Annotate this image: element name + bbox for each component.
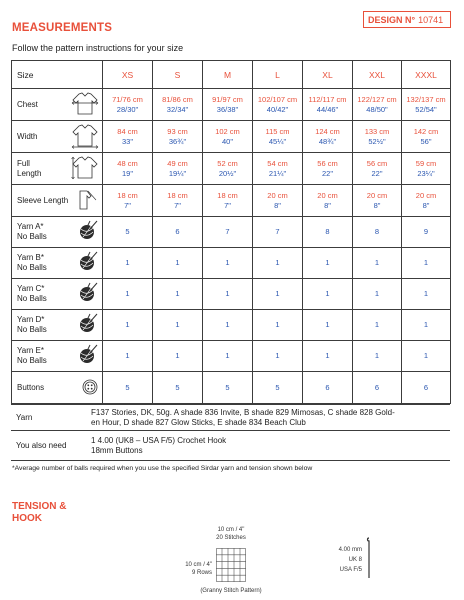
tension-swatch-grid-icon [216, 548, 246, 582]
row-label-text: Chest [17, 99, 38, 109]
count-value: 1 [125, 289, 130, 298]
imperial-value: 44/46" [316, 104, 339, 114]
metric-value: 142 cm [413, 126, 439, 136]
tension-height-measure: 10 cm / 4" [185, 562, 212, 568]
count-value: 1 [225, 320, 230, 329]
metric-value: 49 cm [167, 158, 188, 168]
table-cell [103, 248, 153, 279]
button-icon [81, 378, 99, 398]
yarn-ball-icon [77, 220, 99, 244]
count-value: 1 [275, 320, 280, 329]
count-value: 6 [423, 382, 429, 392]
table-cell [153, 248, 203, 279]
size-header: XL [303, 61, 353, 89]
count-value: 1 [374, 289, 380, 298]
table-cell [103, 372, 153, 404]
table-cell [402, 248, 451, 279]
hook-size-uk: UK 8 [348, 557, 362, 563]
count-value: 1 [374, 258, 380, 267]
imperial-value: 52/54" [415, 104, 437, 114]
imperial-value: 7" [224, 200, 231, 210]
row-label [12, 248, 103, 279]
table-cell [153, 310, 203, 341]
count-value: 1 [175, 320, 180, 329]
table-cell [203, 248, 253, 279]
count-value: 6 [325, 382, 330, 392]
metric-value: 122/127 cm [357, 94, 397, 104]
count-value: 6 [175, 227, 180, 236]
count-value: 1 [325, 289, 330, 298]
metric-value: 71/76 cm [112, 94, 143, 104]
hook-requirement: 1 4.00 (UK8 – USA F/5) Crochet Hook [91, 435, 227, 445]
count-value: 1 [423, 351, 429, 360]
table-row [12, 279, 451, 310]
metric-value: 20 cm [267, 190, 288, 200]
sleeve-measure-icon [77, 188, 99, 214]
table-cell [153, 185, 203, 217]
metric-value: 81/86 cm [162, 94, 193, 104]
metric-value: 59 cm [415, 158, 437, 168]
row-label-text: Sleeve Length [17, 195, 69, 205]
table-cell [203, 153, 253, 185]
table-cell [353, 217, 402, 248]
metric-value: 84 cm [117, 126, 138, 136]
row-label [12, 185, 103, 217]
table-cell [253, 248, 303, 279]
count-value: 1 [423, 258, 429, 267]
size-header: XXXL [402, 61, 451, 89]
table-cell [402, 341, 451, 372]
metric-value: 115 cm [265, 126, 290, 136]
imperial-value: 19¼" [168, 168, 187, 178]
imperial-value: 8" [274, 200, 281, 210]
count-value: 1 [275, 351, 280, 360]
imperial-value: 7" [174, 200, 181, 210]
table-cell [203, 279, 253, 310]
yarn-description [89, 405, 450, 431]
length-measure-icon [71, 155, 99, 183]
metric-value: 18 cm [217, 190, 238, 200]
count-value: 7 [225, 227, 230, 236]
table-cell [353, 89, 402, 121]
metric-value: 52 cm [217, 158, 238, 168]
metric-value: 133 cm [364, 126, 390, 136]
count-value: 1 [423, 320, 429, 329]
size-header: XXL [353, 61, 402, 89]
row-label-text: No Balls [17, 325, 47, 334]
table-cell [153, 372, 203, 404]
row-label-text: Yarn E* [17, 346, 44, 355]
count-value: 1 [325, 258, 330, 267]
table-cell [253, 341, 303, 372]
size-header: XS [103, 61, 153, 89]
table-cell [353, 372, 402, 404]
count-value: 7 [275, 227, 280, 236]
footnote: *Average number of balls required when you use the specified Sirdar yarn and tension shown below [12, 465, 313, 472]
table-cell [153, 121, 203, 153]
metric-value: 102 cm [215, 126, 240, 136]
hook-size-mm: 4.00 mm [338, 547, 362, 553]
metric-value: 18 cm [117, 190, 138, 200]
table-cell [303, 185, 353, 217]
row-label [12, 310, 103, 341]
design-label: DESIGN N° [368, 14, 416, 25]
count-value: 1 [275, 258, 280, 267]
table-row [12, 153, 451, 185]
table-cell [402, 217, 451, 248]
count-value: 1 [125, 258, 130, 267]
table-cell [203, 217, 253, 248]
table-cell [203, 341, 253, 372]
count-value: 5 [175, 382, 180, 392]
table-cell [303, 153, 353, 185]
table-row [12, 185, 451, 217]
row-label-text: Width [17, 131, 38, 141]
count-value: 1 [374, 351, 380, 360]
imperial-value: 8" [373, 200, 381, 210]
table-cell [203, 185, 253, 217]
table-row [12, 121, 451, 153]
metric-value: 48 cm [117, 158, 138, 168]
table-cell [353, 310, 402, 341]
count-value: 1 [374, 320, 380, 329]
yarn-ball-icon [77, 313, 99, 337]
table-row [12, 341, 451, 372]
table-cell [153, 153, 203, 185]
table-cell [353, 121, 402, 153]
imperial-value: 48/50" [366, 104, 388, 114]
table-cell [402, 372, 451, 404]
count-value: 5 [125, 382, 130, 392]
table-cell [103, 217, 153, 248]
row-label [12, 217, 103, 248]
table-cell [303, 310, 353, 341]
metric-value: 112/117 cm [308, 94, 347, 104]
count-value: 1 [325, 320, 330, 329]
imperial-value: 7" [124, 200, 131, 210]
metric-value: 56 cm [317, 158, 338, 168]
table-cell [103, 185, 153, 217]
tension-rows: 9 Rows [191, 570, 212, 576]
metric-value: 20 cm [366, 190, 388, 200]
imperial-value: 28/30" [116, 104, 139, 114]
metric-value: 102/107 cm [257, 94, 298, 104]
metric-value: 124 cm [315, 126, 340, 136]
row-label [12, 153, 103, 185]
width-measure-icon [71, 123, 99, 151]
row-label-text: No Balls [17, 294, 47, 303]
yarn-ball-icon [77, 344, 99, 368]
design-number: 10741 [418, 14, 444, 25]
table-cell [303, 121, 353, 153]
table-cell [353, 153, 402, 185]
row-label [12, 372, 103, 404]
imperial-value: 8" [324, 200, 331, 210]
table-cell [203, 121, 253, 153]
table-cell [402, 89, 451, 121]
table-cell [153, 89, 203, 121]
table-cell [103, 153, 153, 185]
yarn-description-line: F137 Stories, DK, 50g. A shade 836 Invite, B shade 829 Mimosas, C shade 828 Gold- [91, 407, 395, 417]
swatch-caption: (Granny Stitch Pattern) [200, 588, 262, 594]
row-label [12, 121, 103, 153]
row-label-text: Full [17, 158, 30, 168]
count-value: 9 [423, 227, 429, 236]
imperial-value: 52½" [368, 136, 386, 146]
imperial-value: 40" [221, 136, 233, 146]
table-cell [303, 248, 353, 279]
table-cell [303, 217, 353, 248]
table-cell [253, 89, 303, 121]
count-value: 5 [225, 382, 230, 392]
count-value: 8 [325, 227, 330, 236]
imperial-value: 22" [371, 168, 383, 178]
metric-value: 54 cm [267, 158, 288, 168]
tension-title-line: HOOK [12, 513, 42, 524]
imperial-value: 36¾" [168, 136, 187, 146]
table-cell [103, 121, 153, 153]
yarn-description-line: en Hour, D shade 827 Glow Sticks, E shade 834 Beach Club [91, 417, 306, 427]
size-header-row [12, 61, 451, 89]
count-value: 1 [225, 351, 230, 360]
row-label [12, 279, 103, 310]
imperial-value: 48¾" [318, 136, 337, 146]
hook-size-us: USA F/5 [339, 567, 362, 573]
count-value: 1 [125, 320, 130, 329]
table-cell [203, 310, 253, 341]
metric-value: 132/137 cm [406, 94, 446, 104]
table-cell [303, 279, 353, 310]
instructions-subtitle: Follow the pattern instructions for your size [12, 43, 184, 53]
tension-title [12, 501, 66, 525]
measurements-table [11, 60, 451, 404]
crochet-hook-icon [365, 536, 373, 580]
imperial-value: 19" [121, 168, 133, 178]
row-label [12, 89, 103, 121]
row-label [12, 341, 103, 372]
imperial-value: 32/34" [166, 104, 189, 114]
table-cell [253, 310, 303, 341]
table-row [12, 372, 451, 404]
size-header: L [253, 61, 303, 89]
table-row [12, 248, 451, 279]
table-cell [203, 89, 253, 121]
button-requirement: 18mm Buttons [91, 445, 143, 455]
metric-value: 20 cm [317, 190, 338, 200]
table-cell [103, 279, 153, 310]
row-label-text: Yarn A* [17, 222, 44, 231]
count-value: 5 [275, 382, 280, 392]
count-value: 1 [125, 351, 130, 360]
size-header: M [203, 61, 253, 89]
imperial-value: 33" [121, 136, 133, 146]
tension-stitches: 20 Stitches [216, 535, 246, 541]
metric-value: 91/97 cm [212, 94, 243, 104]
count-value: 1 [275, 289, 280, 298]
table-row [12, 217, 451, 248]
imperial-value: 45¼" [268, 136, 287, 146]
table-cell [153, 217, 203, 248]
count-value: 1 [175, 351, 180, 360]
imperial-value: 20½" [218, 168, 237, 178]
design-number-box [363, 11, 451, 28]
row-label-text: Length [17, 168, 42, 178]
table-cell [253, 372, 303, 404]
table-cell [303, 341, 353, 372]
metric-value: 93 cm [167, 126, 188, 136]
tension-title-line: TENSION & [12, 501, 67, 512]
table-cell [402, 153, 451, 185]
table-row [12, 310, 451, 341]
also-need-label: You also need [11, 431, 89, 461]
table-cell [353, 248, 402, 279]
row-label-text: Yarn C* [17, 284, 45, 293]
imperial-value: 8" [422, 200, 430, 210]
table-cell [353, 279, 402, 310]
tension-width-measure: 10 cm / 4" [217, 527, 245, 533]
imperial-value: 56" [420, 136, 432, 146]
count-value: 1 [225, 289, 230, 298]
table-cell [103, 341, 153, 372]
table-cell [153, 279, 203, 310]
count-value: 1 [175, 258, 180, 267]
chest-measure-icon [71, 91, 99, 119]
table-cell [353, 185, 402, 217]
table-cell [303, 89, 353, 121]
table-cell [253, 185, 303, 217]
row-label-text: No Balls [17, 263, 47, 272]
table-cell [402, 185, 451, 217]
table-cell [103, 89, 153, 121]
yarn-label: Yarn [11, 405, 89, 431]
size-header: S [153, 61, 203, 89]
row-label-text: Yarn D* [17, 315, 45, 324]
count-value: 1 [225, 258, 230, 267]
table-cell [402, 279, 451, 310]
table-cell [402, 310, 451, 341]
table-row [12, 89, 451, 121]
row-label-text: No Balls [17, 356, 47, 365]
imperial-value: 40/42" [266, 104, 289, 114]
table-cell [103, 310, 153, 341]
count-value: 5 [125, 227, 130, 236]
table-cell [253, 153, 303, 185]
row-label-text: Buttons [17, 382, 45, 392]
count-value: 1 [423, 289, 429, 298]
count-value: 6 [374, 382, 380, 392]
imperial-value: 23¼" [417, 168, 435, 178]
yarn-info-table [11, 404, 450, 461]
yarn-ball-icon [77, 282, 99, 306]
table-cell [253, 121, 303, 153]
metric-value: 56 cm [366, 158, 388, 168]
table-cell [253, 217, 303, 248]
count-value: 1 [175, 289, 180, 298]
page-title: MEASUREMENTS [12, 22, 113, 34]
size-label: Size [12, 61, 103, 89]
count-value: 8 [374, 227, 380, 236]
imperial-value: 22" [321, 168, 333, 178]
table-cell [253, 279, 303, 310]
table-cell [303, 372, 353, 404]
table-cell [402, 121, 451, 153]
table-cell [203, 372, 253, 404]
yarn-ball-icon [77, 251, 99, 275]
row-label-text: No Balls [17, 232, 47, 241]
table-cell [153, 341, 203, 372]
count-value: 1 [325, 351, 330, 360]
imperial-value: 21¼" [268, 168, 287, 178]
metric-value: 18 cm [167, 190, 188, 200]
metric-value: 20 cm [415, 190, 437, 200]
imperial-value: 36/38" [216, 104, 239, 114]
row-label-text: Yarn B* [17, 253, 44, 262]
table-cell [353, 341, 402, 372]
also-need-items [89, 431, 450, 461]
